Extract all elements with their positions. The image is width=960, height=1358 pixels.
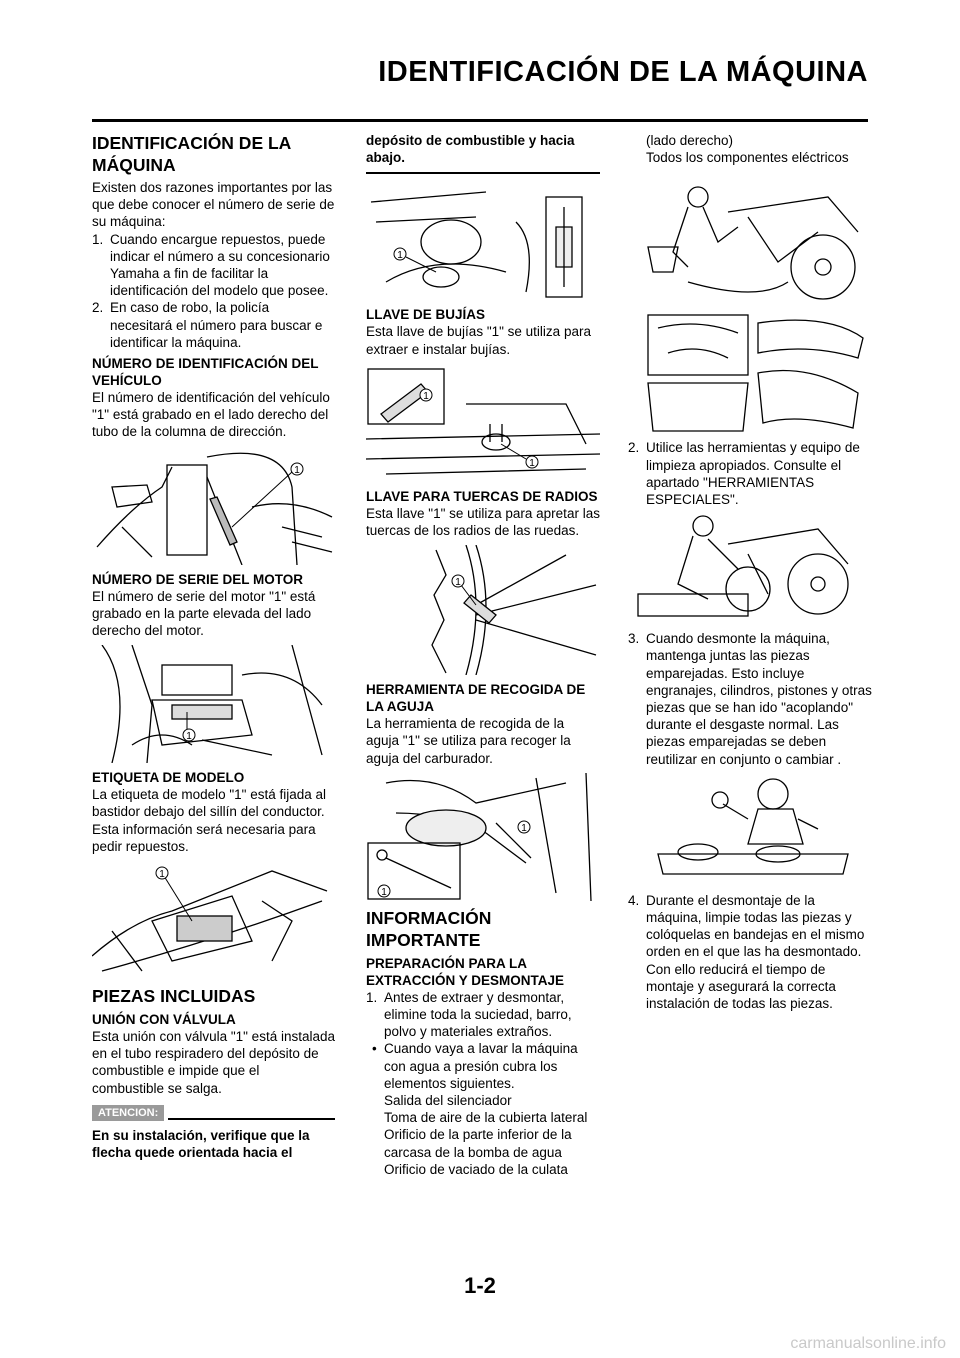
figure-tools-cleaning <box>628 514 872 624</box>
list-item: 1. Cuando encargue repuestos, puede indicar el número a su concesionario Yamaha a fin de facilitar la identificación del modelo que posee. <box>92 231 330 299</box>
callout-number: 1 <box>423 390 429 402</box>
callout-number: 1 <box>455 577 461 589</box>
column-2 <box>366 132 600 1178</box>
column-1 <box>92 132 335 1161</box>
figure-spark-plug-wrench <box>366 364 600 482</box>
callout-number: 1 <box>521 822 527 834</box>
vin-text: El número de identificación del vehículo "1" está grabado en el lado derecho del tubo de la columna de dirección. <box>92 390 330 440</box>
figure-model-label <box>92 861 335 979</box>
warning-text: En su instalación, verifique que la flecha quede orientada hacia el <box>92 1127 310 1161</box>
watermark: carmanualsonline.info <box>790 1335 946 1352</box>
figure-steering-head <box>92 447 335 565</box>
list-item: 2. En caso de robo, la policía necesitará el número para buscar e identificar la máquina. <box>92 300 323 350</box>
plug-text: Esta llave de bujías "1" se utiliza para extraer e instalar bujías. <box>366 324 591 357</box>
list-item: (lado derecho) <box>646 133 734 148</box>
column-3 <box>628 132 872 1012</box>
page-title: IDENTIFICACIÓN DE LA MÁQUINA <box>378 56 868 88</box>
figure-needle-tool <box>366 773 600 901</box>
needle-text: La herramienta de recogida de la aguja "1" se utiliza para recoger la aguja del carburador. <box>366 716 571 766</box>
heading-engine-serial: NÚMERO DE SERIE DEL MOTOR <box>92 571 304 587</box>
heading-valve: UNIÓN CON VÁLVULA <box>92 1012 236 1028</box>
figure-covered-parts <box>628 313 872 433</box>
list-item: Todos los componentes eléctricos <box>646 150 849 166</box>
page-number: 1-2 <box>464 1273 496 1298</box>
warning-badge: ATENCION: <box>92 1105 164 1121</box>
list-item: 4. Durante el desmontaje de la máquina, limpie todas las piezas y colóquelas en bandejas en el mismo orden en el que las ha desmontado. Con ello reducirá el tiempo de montaje y asegurará la correcta instalación de todas las piezas. <box>628 892 865 1012</box>
valve-text: Esta unión con válvula "1" está instalada en el tubo respiradero del depósito de combustible e impide que el combustible se salga. <box>92 1029 335 1096</box>
heading-vin: NÚMERO DE IDENTIFICACIÓN DEL VEHÍCULO <box>92 356 319 389</box>
list-item: Orificio de vaciado de la culata <box>384 1161 568 1177</box>
intro-text: Existen dos razones importantes por las que debe conocer el número de serie de su máquina: <box>92 180 335 230</box>
heading-spark-plug-wrench: LLAVE DE BUJÍAS <box>366 307 486 323</box>
warning-rule <box>168 1118 335 1120</box>
list-item: 2. Utilice las herramientas y equipo de limpieza apropiados. Consulte el apartado "HERRAMIENTAS ESPECIALES". <box>628 440 860 508</box>
list-item: Orificio de la parte inferior de la carcasa de la bomba de agua <box>384 1127 572 1160</box>
callout-number: 1 <box>159 869 165 881</box>
list-item: Salida del silenciador <box>384 1093 512 1109</box>
warning-text-cont: depósito de combustible y hacia abajo. <box>366 133 575 166</box>
callout-number: 1 <box>186 731 192 743</box>
engine-text: El número de serie del motor "1" está grabado en la parte elevada del lado derecho del motor. <box>92 588 316 639</box>
header-rule <box>92 119 868 122</box>
figure-washing-motorcycle <box>628 172 872 307</box>
heading-informacion: INFORMACIÓN IMPORTANTE <box>366 907 492 950</box>
list-item: 3. Cuando desmonte la máquina, mantenga juntas las piezas emparejadas. Esto incluye engranajes, cilindros, pistones y otras piezas que se han ido "acoplando" durante el desgaste normal. Las piezas emparejadas se deben reutilizar en conjunto o cambiar . <box>628 631 872 767</box>
heading-model-label: ETIQUETA DE MODELO <box>92 770 245 786</box>
callout-number: 1 <box>397 250 403 262</box>
heading-preparacion: PREPARACIÓN PARA LA EXTRACCIÓN Y DESMONTAJE <box>366 955 565 988</box>
callout-number: 1 <box>381 886 387 898</box>
figure-spoke-wrench <box>366 545 600 675</box>
label-text: La etiqueta de modelo "1" está fijada al bastidor debajo del sillín del conductor. Esta información será necesaria para pedir repuestos. <box>92 787 326 854</box>
heading-spoke-wrench: LLAVE PARA TUERCAS DE RADIOS <box>366 488 598 504</box>
spoke-text: Esta llave "1" se utiliza para apretar las tuercas de los radios de las ruedas. <box>366 505 600 539</box>
bullet-item: • Cuando vaya a lavar la máquina con agua a presión cubra los elementos siguientes. <box>372 1041 578 1091</box>
figure-mechanic-parts <box>628 774 872 886</box>
warning-end-rule <box>366 172 600 174</box>
list-item: 1. Antes de extraer y desmontar, elimine toda la suciedad, barro, polvo y materiales extraños. <box>366 989 572 1040</box>
figure-valve-joint <box>366 182 600 300</box>
heading-needle-tool: HERRAMIENTA DE RECOGIDA DE LA AGUJA <box>366 682 586 715</box>
list-item: Toma de aire de la cubierta lateral <box>384 1110 588 1126</box>
callout-number: 1 <box>294 464 300 476</box>
figure-engine <box>92 645 335 763</box>
warning-header <box>92 1105 335 1121</box>
callout-number: 1 <box>529 457 535 469</box>
heading-identificacion: IDENTIFICACIÓN DE LA MÁQUINA <box>92 133 291 175</box>
heading-piezas: PIEZAS INCLUIDAS <box>92 986 256 1007</box>
